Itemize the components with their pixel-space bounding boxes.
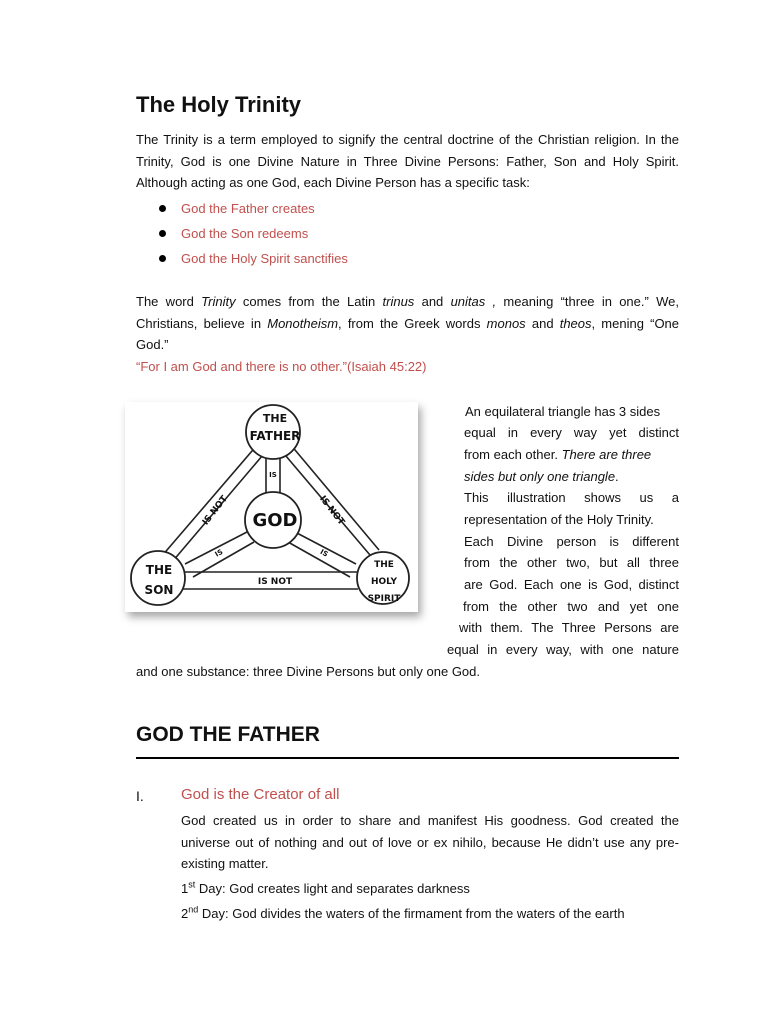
list-item: God the Father creates [136, 196, 348, 221]
is-label-left: IS [213, 547, 225, 559]
word-paragraph: The word Trinity comes from the Latin trinus and unitas , meaning “three in one.” We, Christians, believe in Monotheism, from the Greek words monos and theos, mening “One God.” [136, 294, 680, 352]
god-label: GOD [252, 510, 298, 531]
son-label-2: SON [144, 583, 174, 597]
scripture-quote: “For I am God and there is no other.”(Isaiah 45:22) [136, 359, 427, 374]
is-label-right: IS [318, 547, 330, 559]
bullet-icon [159, 205, 166, 212]
intro-paragraph: The Trinity is a term employed to signify the central doctrine of the Christian religion. In the Trinity, God is one Divine Nature in Three Divine Persons: Father, Son and Holy Spirit. Although acting as one God, each Divine Person has a specific task: [136, 132, 679, 190]
bullet-icon [159, 230, 166, 237]
list-item: God the Holy Spirit sanctifies [136, 246, 348, 271]
day-line: 2nd Day: God divides the waters of the firmament from the waters of the earth [181, 905, 625, 922]
day-line: 1st Day: God creates light and separates darkness [181, 880, 470, 897]
isnot-label-left: IS NOT [200, 494, 230, 528]
isnot-label-bottom: IS NOT [257, 577, 293, 587]
section-numeral: I. [136, 788, 144, 804]
section-subheading: God is the Creator of all [181, 786, 340, 803]
father-label-1: THE [262, 412, 288, 425]
is-label-top: IS [269, 471, 277, 479]
section-title: GOD THE FATHER [136, 723, 320, 746]
spirit-label-3: SPIRIT [367, 594, 401, 604]
trinity-diagram [125, 402, 418, 612]
section-divider [136, 757, 679, 759]
son-label-1: THE [145, 563, 173, 577]
bullet-icon [159, 255, 166, 262]
list-item: God the Son redeems [136, 221, 348, 246]
isnot-label-right: IS NOT [317, 494, 347, 528]
section-body: God created us in order to share and manifest His goodness. God created the universe out of nothing and out of love or ex nihilo, because He didn’t use any pre-existing matter. 1st Day: God creates light and separates darkness 2nd Day: God divides the waters of the firmament from the waters of the earth [181, 813, 679, 922]
page-title: The Holy Trinity [136, 92, 302, 117]
spirit-label-1: THE [374, 560, 394, 570]
father-label-2: FATHER [249, 429, 301, 443]
spirit-label-2: HOLY [370, 577, 398, 587]
task-list [136, 196, 348, 271]
